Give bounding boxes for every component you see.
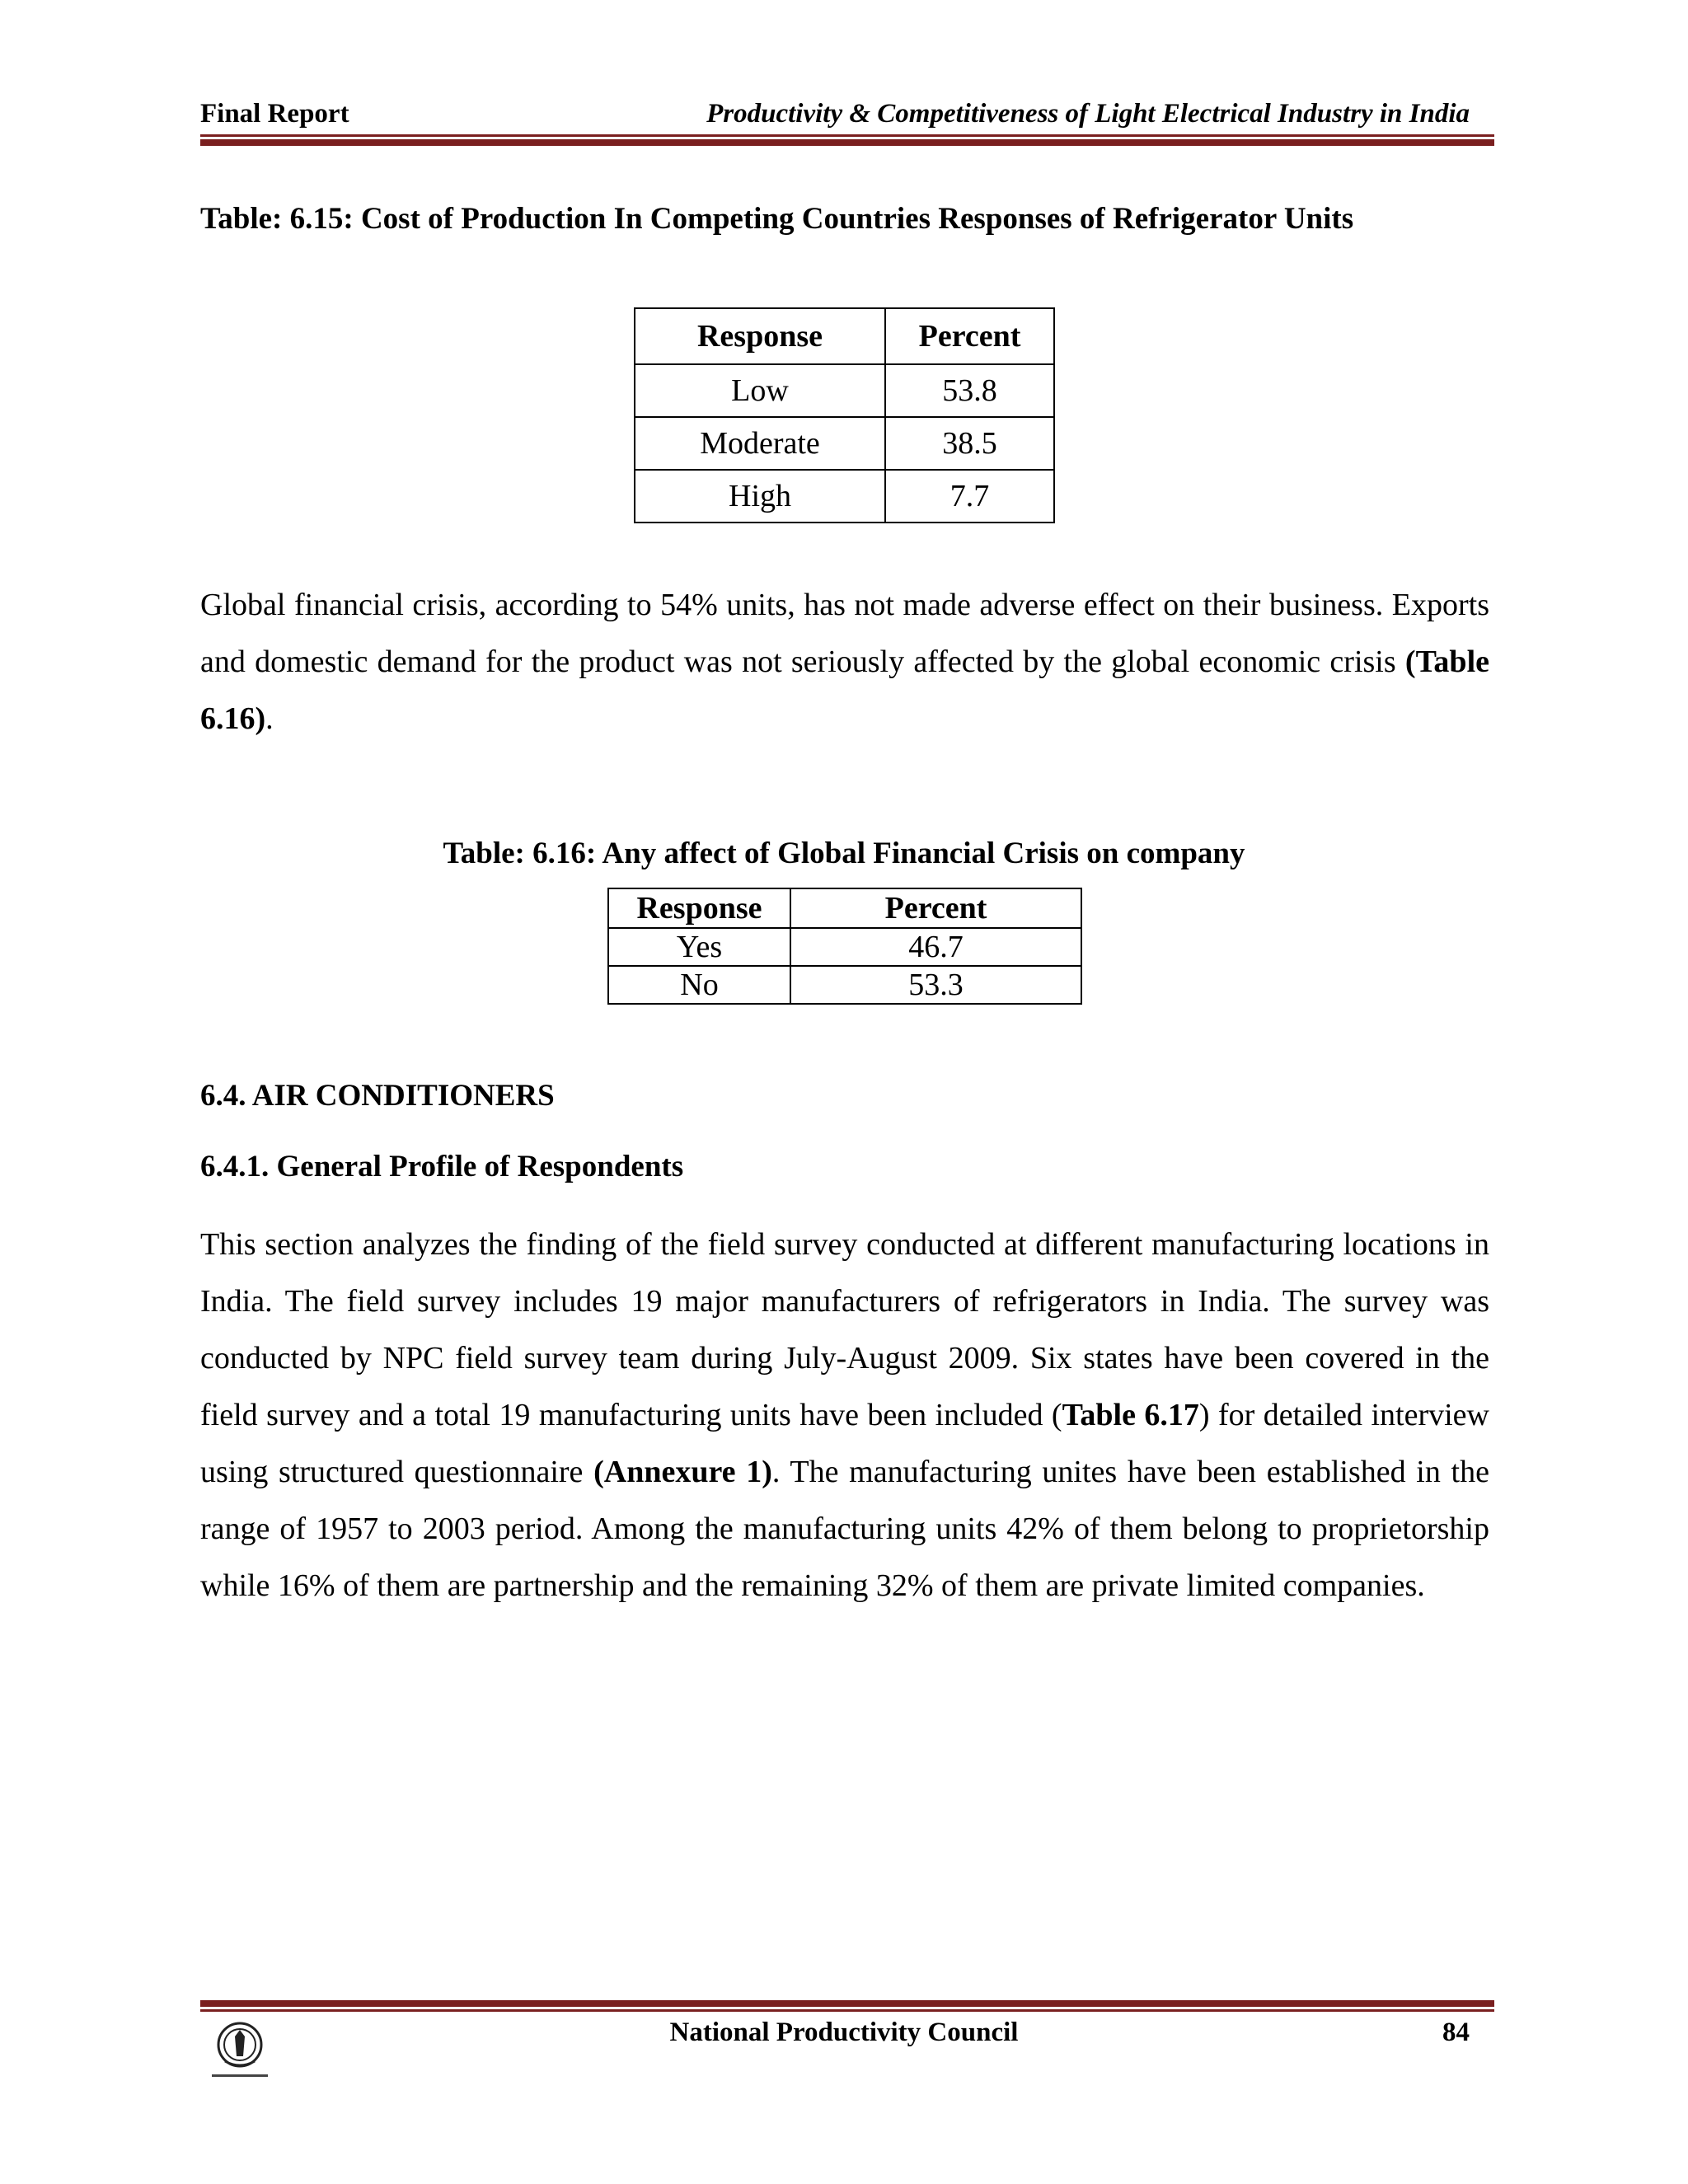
header-right-title: Productivity & Competitiveness of Light Electrical Industry in India [706, 99, 1470, 129]
paragraph-end: . [265, 701, 274, 736]
table-row [608, 928, 1081, 966]
table-cell: 7.7 [885, 470, 1054, 523]
table-row [635, 364, 1054, 417]
table-row [608, 966, 1081, 1004]
table-cell: High [635, 470, 885, 523]
page-number: 84 [1442, 2018, 1470, 2047]
paragraph-text: ) for detailed interview using structured questionnaire [200, 1398, 1489, 1489]
table-6-16 [607, 888, 1082, 1005]
table-cell: 38.5 [885, 417, 1054, 470]
paragraph-financial-crisis [200, 577, 1489, 748]
table-cell: Moderate [635, 417, 885, 470]
footer-org-name: National Productivity Council [669, 2018, 1019, 2047]
table-cell: Low [635, 364, 885, 417]
paragraph-text: . The manufacturing unites have been established in the range of 1957 to 2003 period. Among the manufacturing units 42% of them belong to proprietorship while 16% of them are partnership and the remaining 32% of them are private limited companies. [200, 1455, 1489, 1603]
annexure-reference: (Annexure 1) [593, 1455, 772, 1489]
table-cell: 53.8 [885, 364, 1054, 417]
paragraph-text: Global financial crisis, according to 54% units, has not made adverse effect on their business. Exports and domestic demand for the product was not seriously affected by the global economic crisis [200, 588, 1489, 679]
section-heading: 6.4. AIR CONDITIONERS [200, 1079, 555, 1113]
subsection-heading: 6.4.1. General Profile of Respondents [200, 1150, 684, 1183]
table-6-15-caption: Table: 6.15: Cost of Production In Competing Countries Responses of Refrigerator Units [200, 202, 1354, 236]
header-rule [200, 134, 1494, 146]
table-cell: 53.3 [790, 966, 1081, 1004]
paragraph-general-profile [200, 1216, 1489, 1615]
table-cell: No [608, 966, 790, 1004]
footer-rule [200, 2000, 1494, 2012]
column-header: Response [635, 308, 885, 364]
table-reference: (Table 6.16) [200, 644, 1489, 736]
table-header-row [635, 308, 1054, 364]
table-reference: Table 6.17 [1062, 1398, 1199, 1432]
paragraph-text: This section analyzes the finding of the field survey conducted at different manufacturing locations in India. The field survey includes 19 major manufacturers of refrigerators in India. The survey was conducted by NPC field survey team during July-August 2009. Six states have been covered in the field survey and a total 19 manufacturing units have been included ( [200, 1227, 1489, 1432]
table-header-row [608, 888, 1081, 928]
header-left-title: Final Report [200, 99, 349, 129]
table-6-15 [634, 307, 1055, 523]
table-6-16-caption: Table: 6.16: Any affect of Global Financial Crisis on company [443, 837, 1245, 870]
column-header: Percent [885, 308, 1054, 364]
table-cell: Yes [608, 928, 790, 966]
column-header: Response [608, 888, 790, 928]
table-cell: 46.7 [790, 928, 1081, 966]
column-header: Percent [790, 888, 1081, 928]
table-row [635, 470, 1054, 523]
table-row [635, 417, 1054, 470]
